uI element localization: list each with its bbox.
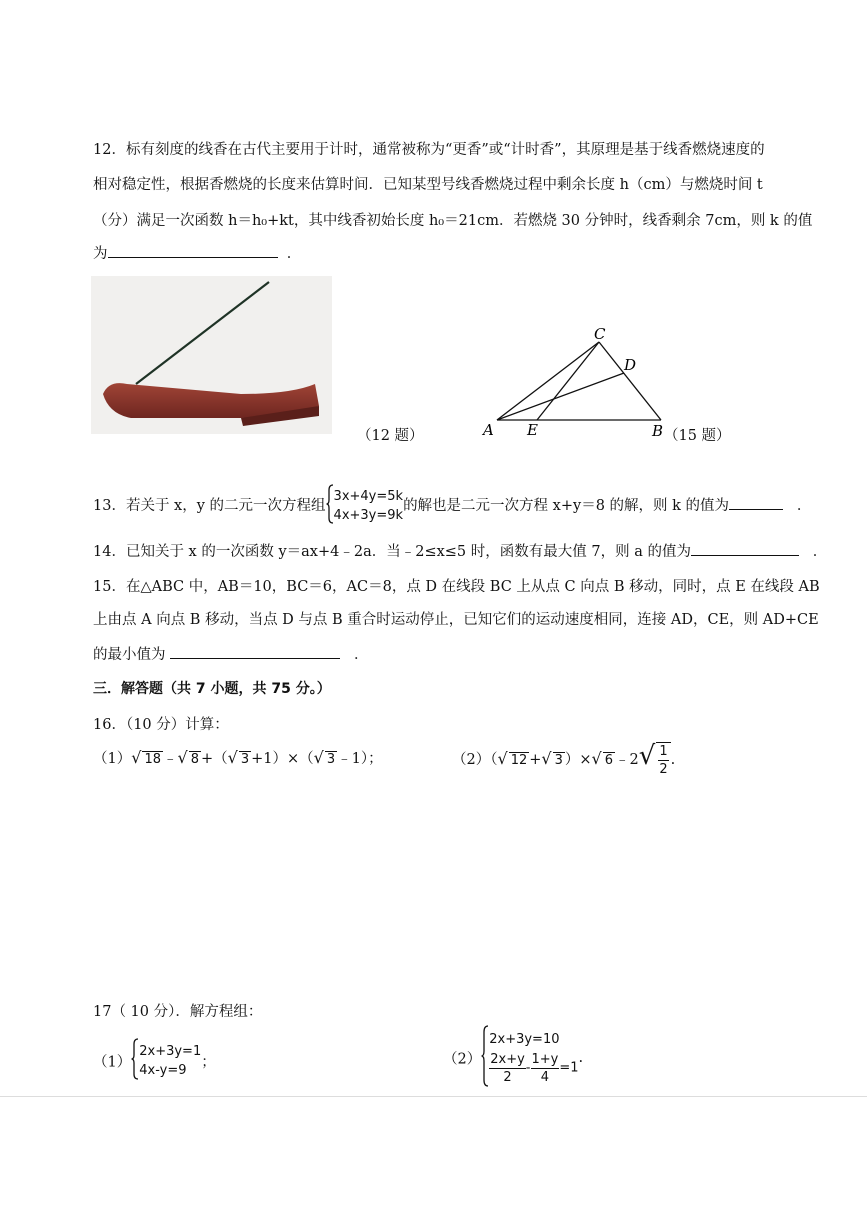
- q13-line: [93, 484, 811, 528]
- vertex-label-a: A: [483, 421, 494, 439]
- section-3-title: 三．解答题（共 7 小题，共 75 分。）: [93, 681, 331, 697]
- q13-answer-blank[interactable]: [729, 495, 783, 510]
- q12-line-2: 相对稳定性，根据香燃烧的长度来估算时间．已知某型号线香燃烧过程中剩余长度 h（cm）与燃烧时间 t: [93, 177, 763, 193]
- q13-prefix: 13．若关于 x，y 的二元一次方程组: [93, 498, 326, 514]
- q17-p2-eq1: 2x+3y=10: [489, 1031, 560, 1047]
- q17-part-2: [443, 1025, 583, 1091]
- segment-bc: [599, 342, 661, 420]
- q12-figure-caption: （12 题）: [357, 428, 424, 444]
- sqrt-3a: 3: [240, 752, 250, 767]
- q16-part-1-label: （1）: [93, 751, 132, 767]
- plus-open: +（: [200, 751, 228, 767]
- q14-end: ．: [812, 544, 828, 560]
- fraction-2x-plus-y-over-2: [489, 1051, 526, 1086]
- sqrt-3b: 3: [326, 752, 336, 767]
- sqrt-18: 18: [144, 752, 161, 767]
- q15-line-1: 15．在△ABC 中，AB＝10，BC＝6，AC＝8，点 D 在线段 BC 上从点 C 向点 B 移动，同时，点 E 在线段 AB: [93, 579, 820, 595]
- q15-prefix: 的最小值为: [93, 647, 166, 663]
- page-bottom-divider: [0, 1096, 867, 1097]
- minus-two: ﹣2: [615, 752, 639, 768]
- q13-eq2: 4x+3y=9k: [333, 508, 404, 523]
- q13-equation-system: [334, 487, 404, 525]
- q15-suffix: ．: [353, 647, 369, 663]
- minus-sign: ﹣: [162, 751, 178, 767]
- q17-part-2-label: （2）: [443, 1051, 482, 1068]
- frac2-den: 4: [540, 1069, 550, 1085]
- q12-line-4: [93, 242, 301, 263]
- left-brace-icon: [481, 1025, 489, 1091]
- incense-illustration: [91, 276, 332, 434]
- vertex-label-b: B: [652, 422, 663, 440]
- frac2-num: 1+y: [531, 1051, 559, 1067]
- segment-ad: [497, 373, 624, 420]
- segment-ce: [537, 342, 599, 420]
- frac1-den: 2: [503, 1069, 512, 1085]
- q17-part-1-end: ；: [201, 1054, 216, 1071]
- q13-eq1: 3x+4y=5k: [333, 489, 404, 504]
- q12-line-1: 12．标有刻度的线香在古代主要用于计时，通常被称为“更香”或“计时香”，其原理是基于线香燃烧速度的: [93, 142, 765, 158]
- q16-part-2: （2）（√ 12 +√ 3 ）×√ 6 ﹣2√ $\frac{1}{2}$ .: [452, 741, 676, 777]
- q13-end: ．: [796, 498, 812, 514]
- q17-part-1-label: （1）: [93, 1054, 132, 1071]
- q15-figure-caption: （15 题）: [664, 428, 731, 444]
- q17-header: 17（ 10 分）．解方程组：: [93, 1004, 263, 1020]
- sqrt-3: 3: [554, 753, 563, 768]
- q12-line-3: （分）满足一次函数 h＝h₀+kt，其中线香初始长度 h₀＝21cm．若燃烧 30 分钟时，线香剩余 7cm，则 k 的值: [93, 213, 813, 229]
- q17-part-1-system: [139, 1042, 201, 1080]
- q15-line-3: [93, 643, 368, 664]
- left-brace-icon: [131, 1038, 139, 1084]
- sqrt-12: 12: [510, 753, 528, 768]
- plus-sign: +: [529, 752, 542, 768]
- q14-text: 14．已知关于 x 的一次函数 y＝ax+4﹣2a．当﹣2≤x≤5 时，函数有最大值 7，则 a 的值为: [93, 544, 691, 560]
- q16-part-2-end: .: [670, 752, 676, 768]
- fraction-1-plus-y-over-4: [531, 1051, 560, 1086]
- point-label-e: E: [527, 421, 538, 439]
- q16-part-1: （1）√ 18 ﹣√ 8 +（√ 3 +1）×（√ 3 ﹣1）；: [93, 748, 383, 767]
- vertex-label-c: C: [594, 325, 606, 343]
- q17-p2-eq2: [489, 1051, 578, 1086]
- triangle-figure: [478, 322, 663, 442]
- q12-answer-prefix: 为: [93, 246, 108, 262]
- times-sign: ）×: [564, 752, 592, 768]
- fraction-numerator: 1: [659, 744, 668, 759]
- q14-answer-blank[interactable]: [691, 541, 799, 556]
- q14-line: [93, 540, 827, 561]
- fraction-denominator: 2: [659, 762, 668, 777]
- left-brace-icon: [326, 484, 334, 528]
- incense-photo: [91, 276, 332, 434]
- q17-part-1: [93, 1038, 216, 1084]
- equals-one: =1: [559, 1060, 579, 1075]
- segment-ac: [497, 342, 599, 420]
- q13-suffix: 的解也是二元一次方程 x+y＝8 的解，则 k 的值为: [403, 498, 730, 514]
- q17-p1-eq2: 4x-y=9: [139, 1063, 187, 1078]
- q15-line-2: 上由点 A 向点 B 移动，当点 D 与点 B 重合时运动停止，已知它们的运动速度相同，连接 AD，CE，则 AD+CE: [93, 612, 819, 628]
- q16-part-2-label: （2）（: [452, 752, 498, 768]
- sqrt-6: 6: [604, 753, 614, 768]
- q12-answer-blank[interactable]: [108, 243, 278, 258]
- q16-header: 16．（10 分）计算：: [93, 717, 229, 733]
- point-label-d: D: [624, 356, 637, 374]
- sqrt-8: 8: [190, 752, 199, 767]
- q16-part-1-end: ﹣1）；: [337, 751, 383, 767]
- q17-part-2-end: .: [578, 1050, 584, 1066]
- q17-part-2-system: [489, 1031, 578, 1086]
- frac1-num: 2x+y: [490, 1051, 525, 1067]
- minus-sign: -: [525, 1060, 531, 1075]
- times-middle: +1）×（: [251, 751, 314, 767]
- q15-answer-blank[interactable]: [170, 644, 340, 659]
- fraction-one-half: [658, 743, 668, 778]
- q17-p1-eq1: 2x+3y=1: [139, 1044, 202, 1059]
- incense-stick: [136, 282, 269, 384]
- q12-answer-suffix: ．: [286, 246, 302, 262]
